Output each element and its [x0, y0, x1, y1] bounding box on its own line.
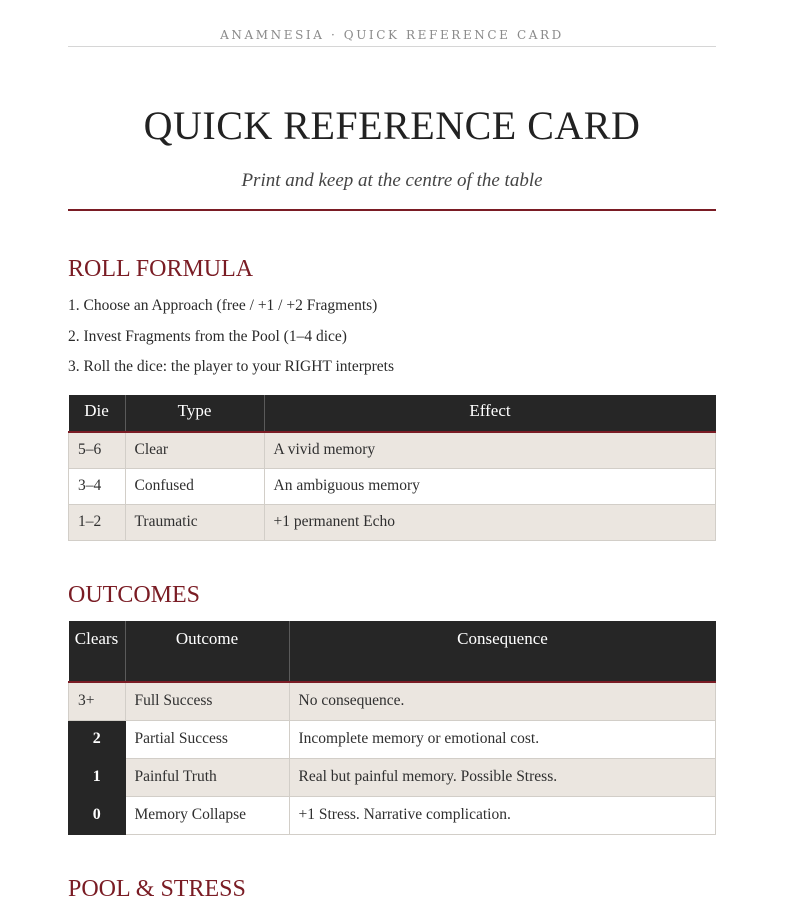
die-cell: 5–6 — [69, 432, 126, 469]
outcome-cell: Full Success — [125, 682, 289, 721]
reference-card-page — [68, 0, 716, 903]
page-subtitle: Print and keep at the centre of the table — [241, 170, 543, 191]
die-cell: 1–2 — [69, 504, 126, 540]
table-row — [69, 682, 716, 721]
table-row — [69, 468, 716, 504]
roll-step: 2. Invest Fragments from the Pool (1–4 dice) — [68, 327, 347, 345]
roll-step: 3. Roll the dice: the player to your RIGHT interprets — [68, 358, 394, 375]
type-cell: Traumatic — [125, 504, 264, 540]
consequence-cell: Incomplete memory or emotional cost. — [289, 720, 716, 758]
outcome-cell: Painful Truth — [125, 758, 289, 796]
type-cell: Confused — [125, 468, 264, 504]
page-title: QUICK REFERENCE CARD — [143, 103, 641, 148]
effect-cell: An ambiguous memory — [264, 468, 716, 504]
outcome-cell: Partial Success — [125, 720, 289, 758]
column-header-outcome: Outcome — [125, 621, 289, 682]
section-heading-pool-stress: POOL & STRESS — [68, 875, 246, 902]
table-row — [69, 432, 716, 469]
section-heading-outcomes: OUTCOMES — [68, 581, 201, 608]
column-header-effect: Effect — [264, 395, 716, 432]
table-header-row — [69, 621, 716, 682]
consequence-cell: No consequence. — [289, 682, 716, 721]
table-header-row — [69, 395, 716, 432]
effect-cell: +1 permanent Echo — [264, 504, 716, 540]
outcome-cell: Memory Collapse — [125, 796, 289, 834]
effect-cell: A vivid memory — [264, 432, 716, 469]
die-cell: 3–4 — [69, 468, 126, 504]
column-header-type: Type — [125, 395, 264, 432]
table-row — [69, 504, 716, 540]
roll-step: 1. Choose an Approach (free / +1 / +2 Fragments) — [68, 297, 378, 314]
roll-steps-list — [68, 291, 716, 383]
section-heading-roll-formula: ROLL FORMULA — [68, 256, 254, 282]
running-header: ANAMNESIA · QUICK REFERENCE CARD — [68, 28, 716, 47]
column-header-consequence: Consequence — [289, 621, 716, 682]
clears-cell: 3+ — [69, 682, 126, 721]
column-header-clears: Clears — [69, 621, 126, 682]
column-header-die: Die — [69, 395, 126, 432]
table-row — [69, 720, 716, 758]
consequence-cell: +1 Stress. Narrative complication. — [289, 796, 716, 834]
table-row — [69, 796, 716, 834]
clears-cell: 2 — [69, 720, 126, 758]
outcomes-table — [68, 621, 716, 835]
consequence-cell: Real but painful memory. Possible Stress. — [289, 758, 716, 796]
clears-cell: 0 — [69, 796, 126, 834]
clears-cell: 1 — [69, 758, 126, 796]
die-results-table — [68, 395, 716, 541]
title-divider — [68, 209, 716, 211]
type-cell: Clear — [125, 432, 264, 469]
table-row — [69, 758, 716, 796]
